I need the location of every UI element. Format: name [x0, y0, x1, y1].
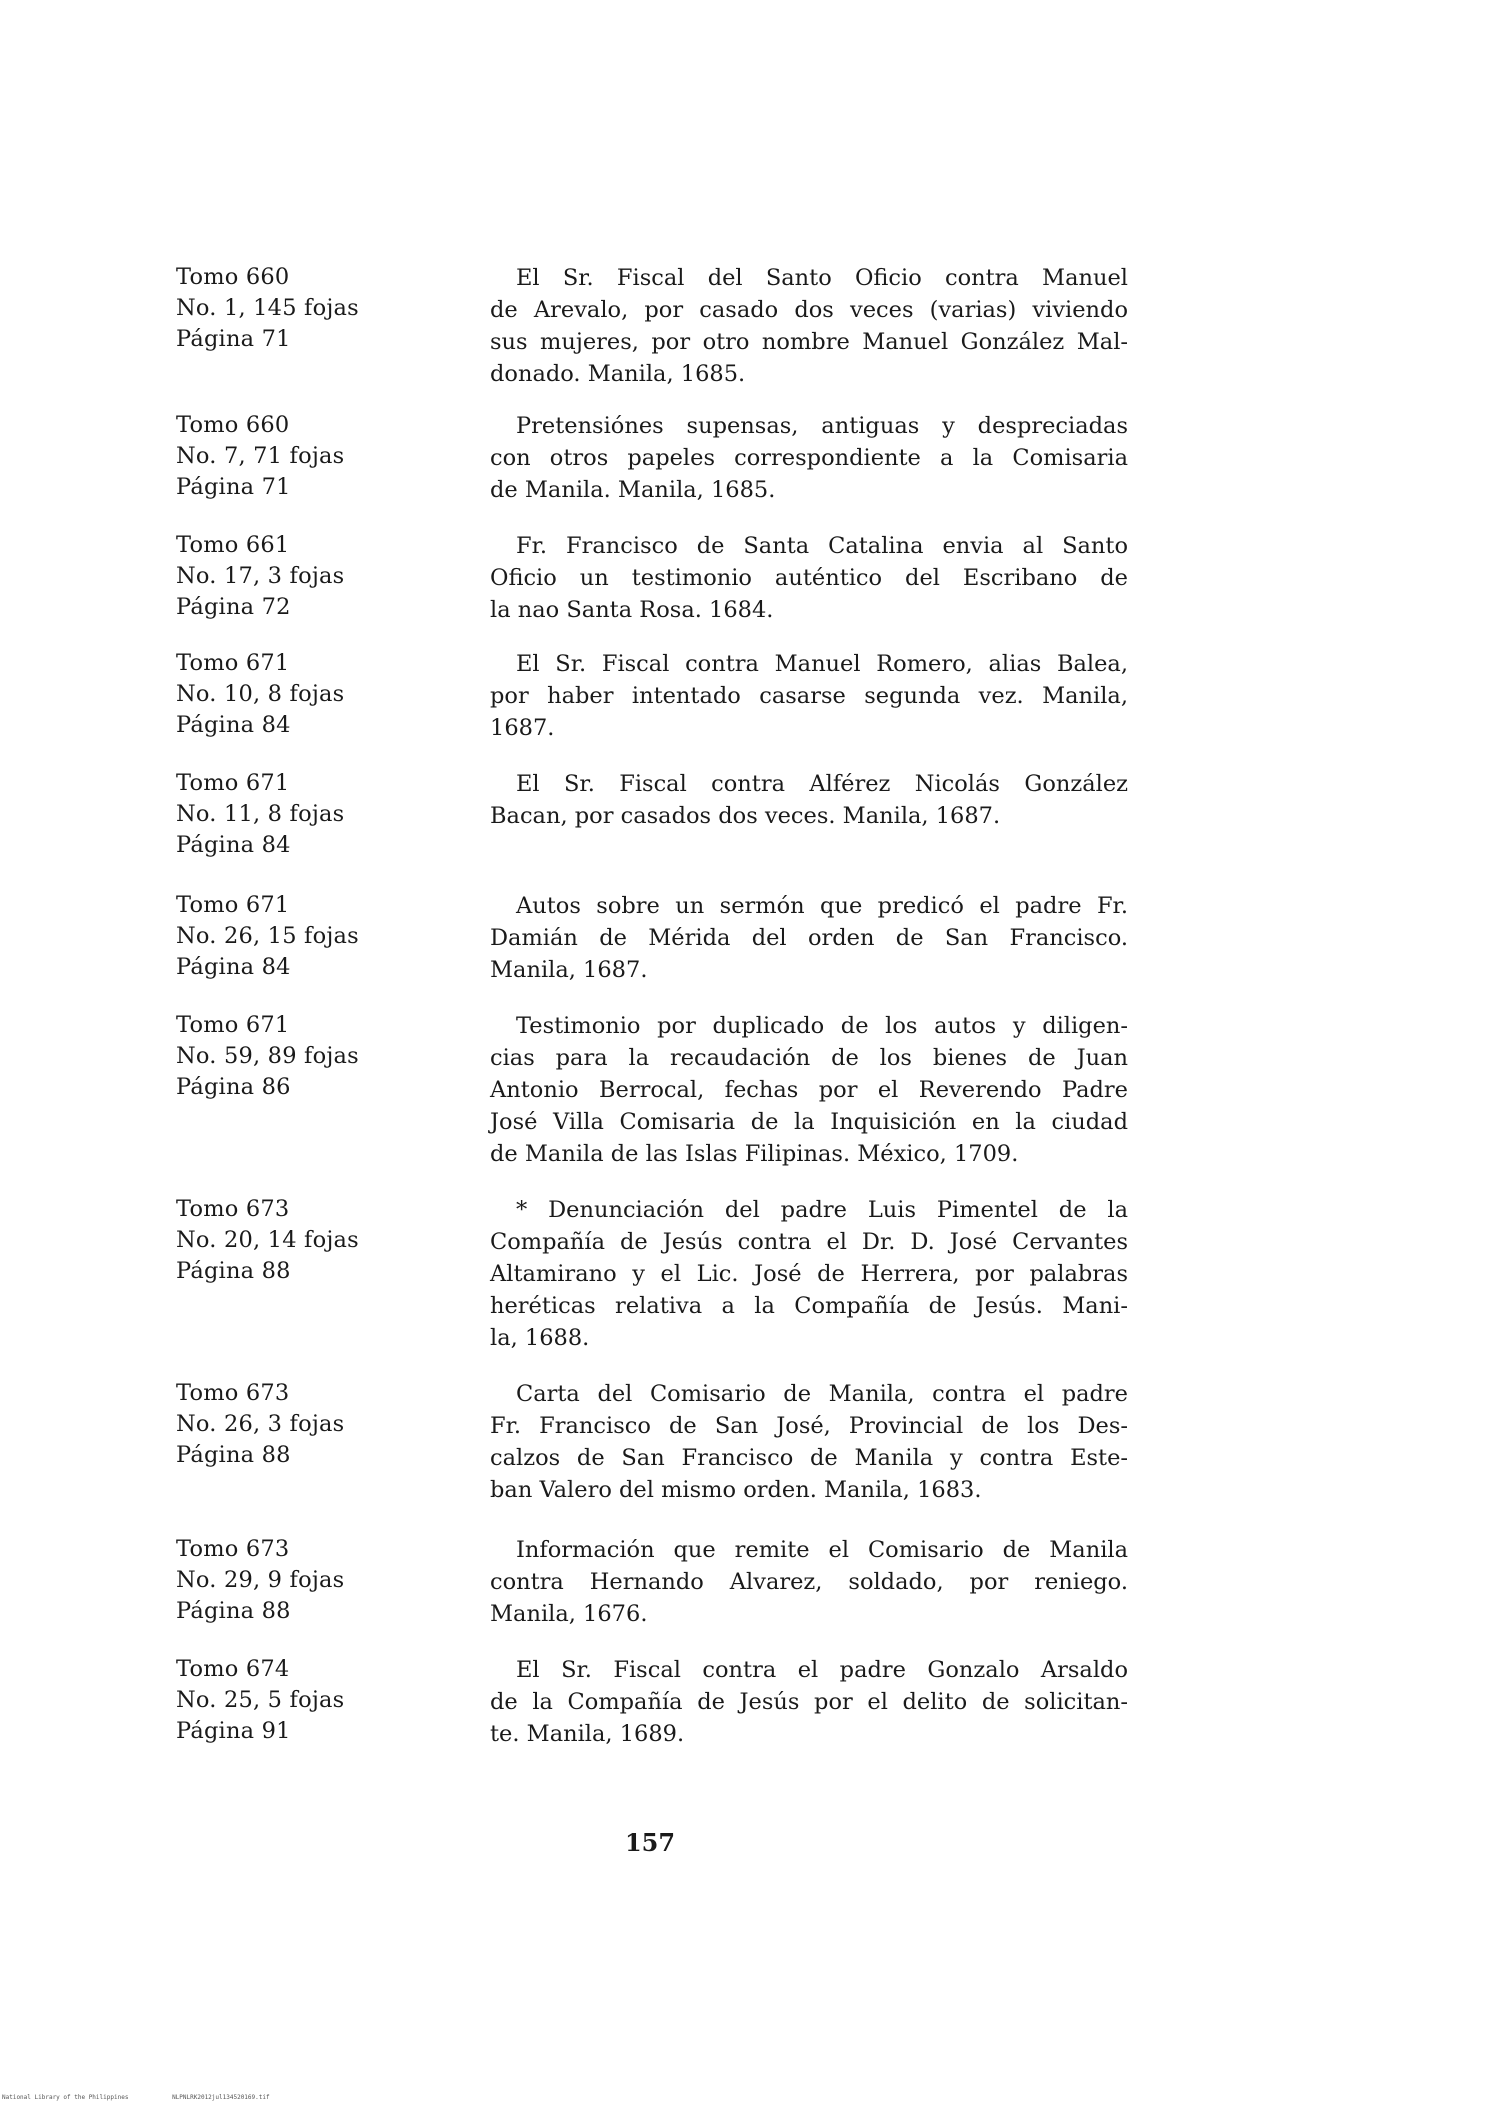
description-line: ban Valero del mismo orden. Manila, 1683.: [490, 1477, 982, 1503]
description-line: José Villa Comisaria de la Inquisición en la ciudad: [490, 1109, 1128, 1135]
description-line: la nao Santa Rosa. 1684.: [490, 597, 774, 623]
description-line: El Sr. Fiscal del Santo Oficio contra Manuel: [516, 265, 1128, 291]
footer-library: National Library of the Philippines: [2, 2094, 129, 2101]
entry-reference: [176, 768, 416, 861]
reference-line: Tomo 671: [176, 1012, 290, 1038]
reference-line: No. 11, 8 fojas: [176, 801, 345, 827]
reference-line: Tomo 671: [176, 650, 290, 676]
description-line: Damián de Mérida del orden de San Francisco.: [490, 925, 1128, 951]
reference-line: Tomo 673: [176, 1380, 290, 1406]
description-line: Manila, 1676.: [490, 1601, 648, 1627]
reference-line: Tomo 674: [176, 1656, 290, 1682]
reference-line: Página 84: [176, 712, 291, 738]
description-line: Fr. Francisco de Santa Catalina envia al Santo: [516, 533, 1128, 559]
description-line: Información que remite el Comisario de Manila: [516, 1537, 1128, 1563]
page-number: 157: [624, 1828, 676, 1857]
description-line: Fr. Francisco de San José, Provincial de los Des-: [490, 1413, 1128, 1439]
entry-reference: [176, 410, 416, 503]
reference-line: No. 1, 145 fojas: [176, 295, 359, 321]
entry-reference: [176, 890, 416, 983]
entry-description: [490, 410, 1128, 506]
reference-line: Página 88: [176, 1598, 291, 1624]
description-line: Pretensiónes supensas, antiguas y despreciadas: [516, 413, 1128, 439]
description-line: te. Manila, 1689.: [490, 1721, 685, 1747]
entry-description: [490, 1534, 1128, 1630]
reference-line: Página 88: [176, 1258, 291, 1284]
description-line: Compañía de Jesús contra el Dr. D. José Cervantes: [490, 1229, 1128, 1255]
description-line: Autos sobre un sermón que predicó el padre Fr.: [516, 893, 1128, 919]
entry-reference: [176, 1010, 416, 1103]
scan-footer: [2, 2094, 310, 2101]
entry-description: [490, 890, 1128, 986]
description-line: * Denunciación del padre Luis Pimentel de la: [516, 1197, 1128, 1223]
description-line: Bacan, por casados dos veces. Manila, 1687.: [490, 803, 1001, 829]
description-line: 1687.: [490, 715, 555, 741]
description-line: El Sr. Fiscal contra Alférez Nicolás González: [516, 771, 1128, 797]
reference-line: Página 72: [176, 594, 291, 620]
entry-description: [490, 648, 1128, 744]
reference-line: No. 26, 15 fojas: [176, 923, 359, 949]
reference-line: No. 29, 9 fojas: [176, 1567, 345, 1593]
description-line: Antonio Berrocal, fechas por el Reverendo Padre: [490, 1077, 1128, 1103]
entry-reference: [176, 262, 416, 355]
reference-line: Página 71: [176, 326, 291, 352]
reference-line: Tomo 661: [176, 532, 290, 558]
description-line: la, 1688.: [490, 1325, 590, 1351]
reference-line: Tomo 673: [176, 1196, 290, 1222]
description-line: El Sr. Fiscal contra el padre Gonzalo Arsaldo: [516, 1657, 1128, 1683]
reference-line: No. 59, 89 fojas: [176, 1043, 359, 1069]
description-line: sus mujeres, por otro nombre Manuel González Mal-: [490, 329, 1128, 355]
reference-line: Tomo 673: [176, 1536, 290, 1562]
entry-reference: [176, 1194, 416, 1287]
description-line: Carta del Comisario de Manila, contra el padre: [516, 1381, 1128, 1407]
description-line: de Manila. Manila, 1685.: [490, 477, 776, 503]
description-line: Manila, 1687.: [490, 957, 648, 983]
description-line: Testimonio por duplicado de los autos y diligen-: [516, 1013, 1128, 1039]
description-line: por haber intentado casarse segunda vez. Manila,: [490, 683, 1128, 709]
reference-line: Página 71: [176, 474, 291, 500]
description-line: de Manila de las Islas Filipinas. México, 1709.: [490, 1141, 1019, 1167]
entry-reference: [176, 1534, 416, 1627]
description-line: cias para la recaudación de los bienes de Juan: [490, 1045, 1128, 1071]
entry-description: [490, 1194, 1128, 1354]
description-line: contra Hernando Alvarez, soldado, por reniego.: [490, 1569, 1128, 1595]
entry-description: [490, 768, 1128, 832]
reference-line: No. 17, 3 fojas: [176, 563, 345, 589]
description-line: calzos de San Francisco de Manila y contra Este-: [490, 1445, 1128, 1471]
reference-line: Página 88: [176, 1442, 291, 1468]
reference-line: Tomo 671: [176, 892, 290, 918]
reference-line: No. 26, 3 fojas: [176, 1411, 345, 1437]
entry-description: [490, 262, 1128, 390]
reference-line: No. 7, 71 fojas: [176, 443, 345, 469]
footer-file: NLPNLRK2012jul134520169.tif: [172, 2094, 270, 2101]
entry-reference: [176, 1654, 416, 1747]
reference-line: Página 84: [176, 832, 291, 858]
reference-line: No. 25, 5 fojas: [176, 1687, 345, 1713]
reference-line: Tomo 660: [176, 412, 290, 438]
description-line: heréticas relativa a la Compañía de Jesús. Mani-: [490, 1293, 1128, 1319]
entry-reference: [176, 1378, 416, 1471]
description-line: El Sr. Fiscal contra Manuel Romero, alias Balea,: [516, 651, 1128, 677]
entry-reference: [176, 648, 416, 741]
reference-line: Página 86: [176, 1074, 291, 1100]
reference-line: No. 20, 14 fojas: [176, 1227, 359, 1253]
description-line: Oficio un testimonio auténtico del Escribano de: [490, 565, 1128, 591]
entry-description: [490, 1654, 1128, 1750]
reference-line: Página 91: [176, 1718, 291, 1744]
entry-description: [490, 1010, 1128, 1170]
description-line: donado. Manila, 1685.: [490, 361, 746, 387]
entry-reference: [176, 530, 416, 623]
reference-line: Tomo 660: [176, 264, 290, 290]
reference-line: Página 84: [176, 954, 291, 980]
description-line: de Arevalo, por casado dos veces (varias) viviendo: [490, 297, 1128, 323]
description-line: con otros papeles correspondiente a la Comisaria: [490, 445, 1128, 471]
entry-description: [490, 1378, 1128, 1506]
reference-line: Tomo 671: [176, 770, 290, 796]
description-line: de la Compañía de Jesús por el delito de solicitan-: [490, 1689, 1128, 1715]
entry-description: [490, 530, 1128, 626]
reference-line: No. 10, 8 fojas: [176, 681, 345, 707]
description-line: Altamirano y el Lic. José de Herrera, por palabras: [490, 1261, 1128, 1287]
